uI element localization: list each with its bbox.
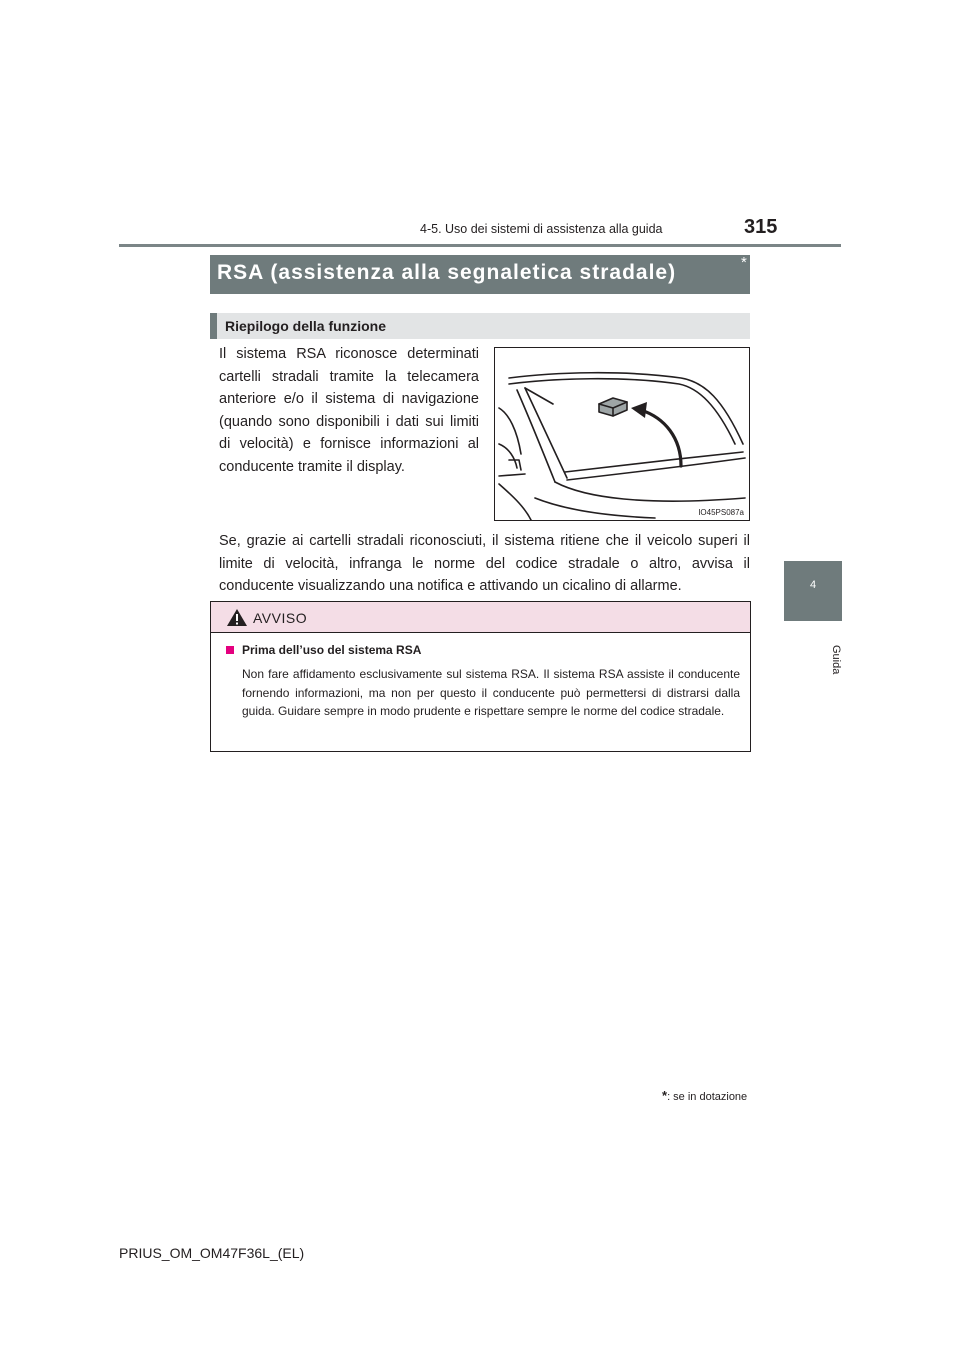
section-title: RSA (assistenza alla segnaletica stradale) xyxy=(217,261,677,284)
section-title-bar xyxy=(210,255,750,294)
chapter-tab-label: Guida xyxy=(830,645,842,675)
subsection-accent xyxy=(210,313,217,339)
footnote-text: : se in dotazione xyxy=(667,1091,748,1103)
running-header-section: 4-5. Uso dei sistemi di assistenza alla guida xyxy=(420,222,663,236)
warning-subtitle: Prima dell’uso del sistema RSA xyxy=(242,643,422,657)
car-interior-drawing xyxy=(495,348,749,520)
intro-paragraph: Il sistema RSA riconosce determinati cartelli stradali tramite la telecamera anteriore e/o il sistema di navigazione (quando sono disponibili i dati sui limiti di velocità) e fornisce informazioni al conducente tramite il display. xyxy=(219,346,479,475)
warning-bullet-icon xyxy=(226,646,234,654)
illustration-code: IO45PS087a xyxy=(698,508,744,517)
warning-box xyxy=(210,601,751,752)
body-paragraph: Se, grazie ai cartelli stradali riconosciuti, il sistema ritiene che il veicolo superi il limite di velocità, infranga le norme del codice stradale o altro, avvisa il conducente visualizzando una notifica e attivando un cicalino di allarme. xyxy=(219,533,750,595)
page-number: 315 xyxy=(744,216,778,238)
chapter-tab xyxy=(784,561,842,621)
subsection-title: Riepilogo della funzione xyxy=(225,318,386,334)
header-rule xyxy=(119,244,841,247)
warning-triangle-icon xyxy=(226,608,248,627)
warning-text: Non fare affidamento esclusivamente sul sistema RSA. Il sistema RSA assiste il conducente fornendo informazioni, ma non per questo il conducente può permettersi di distrarsi dalla guida. Guidare sempre in modo prudente e rispettare sempre le norme del codice stradale. xyxy=(242,667,740,718)
footnote xyxy=(662,1088,747,1103)
subsection-header xyxy=(210,313,750,339)
footnote-marker: * xyxy=(662,1088,668,1103)
chapter-tab-number: 4 xyxy=(809,579,817,591)
warning-header xyxy=(211,602,750,633)
warning-label: AVVISO xyxy=(253,610,308,626)
windshield-camera-illustration xyxy=(494,347,750,521)
document-footer-code: PRIUS_OM_OM47F36L_(EL) xyxy=(119,1245,305,1261)
optional-equipment-marker: * xyxy=(741,254,747,271)
